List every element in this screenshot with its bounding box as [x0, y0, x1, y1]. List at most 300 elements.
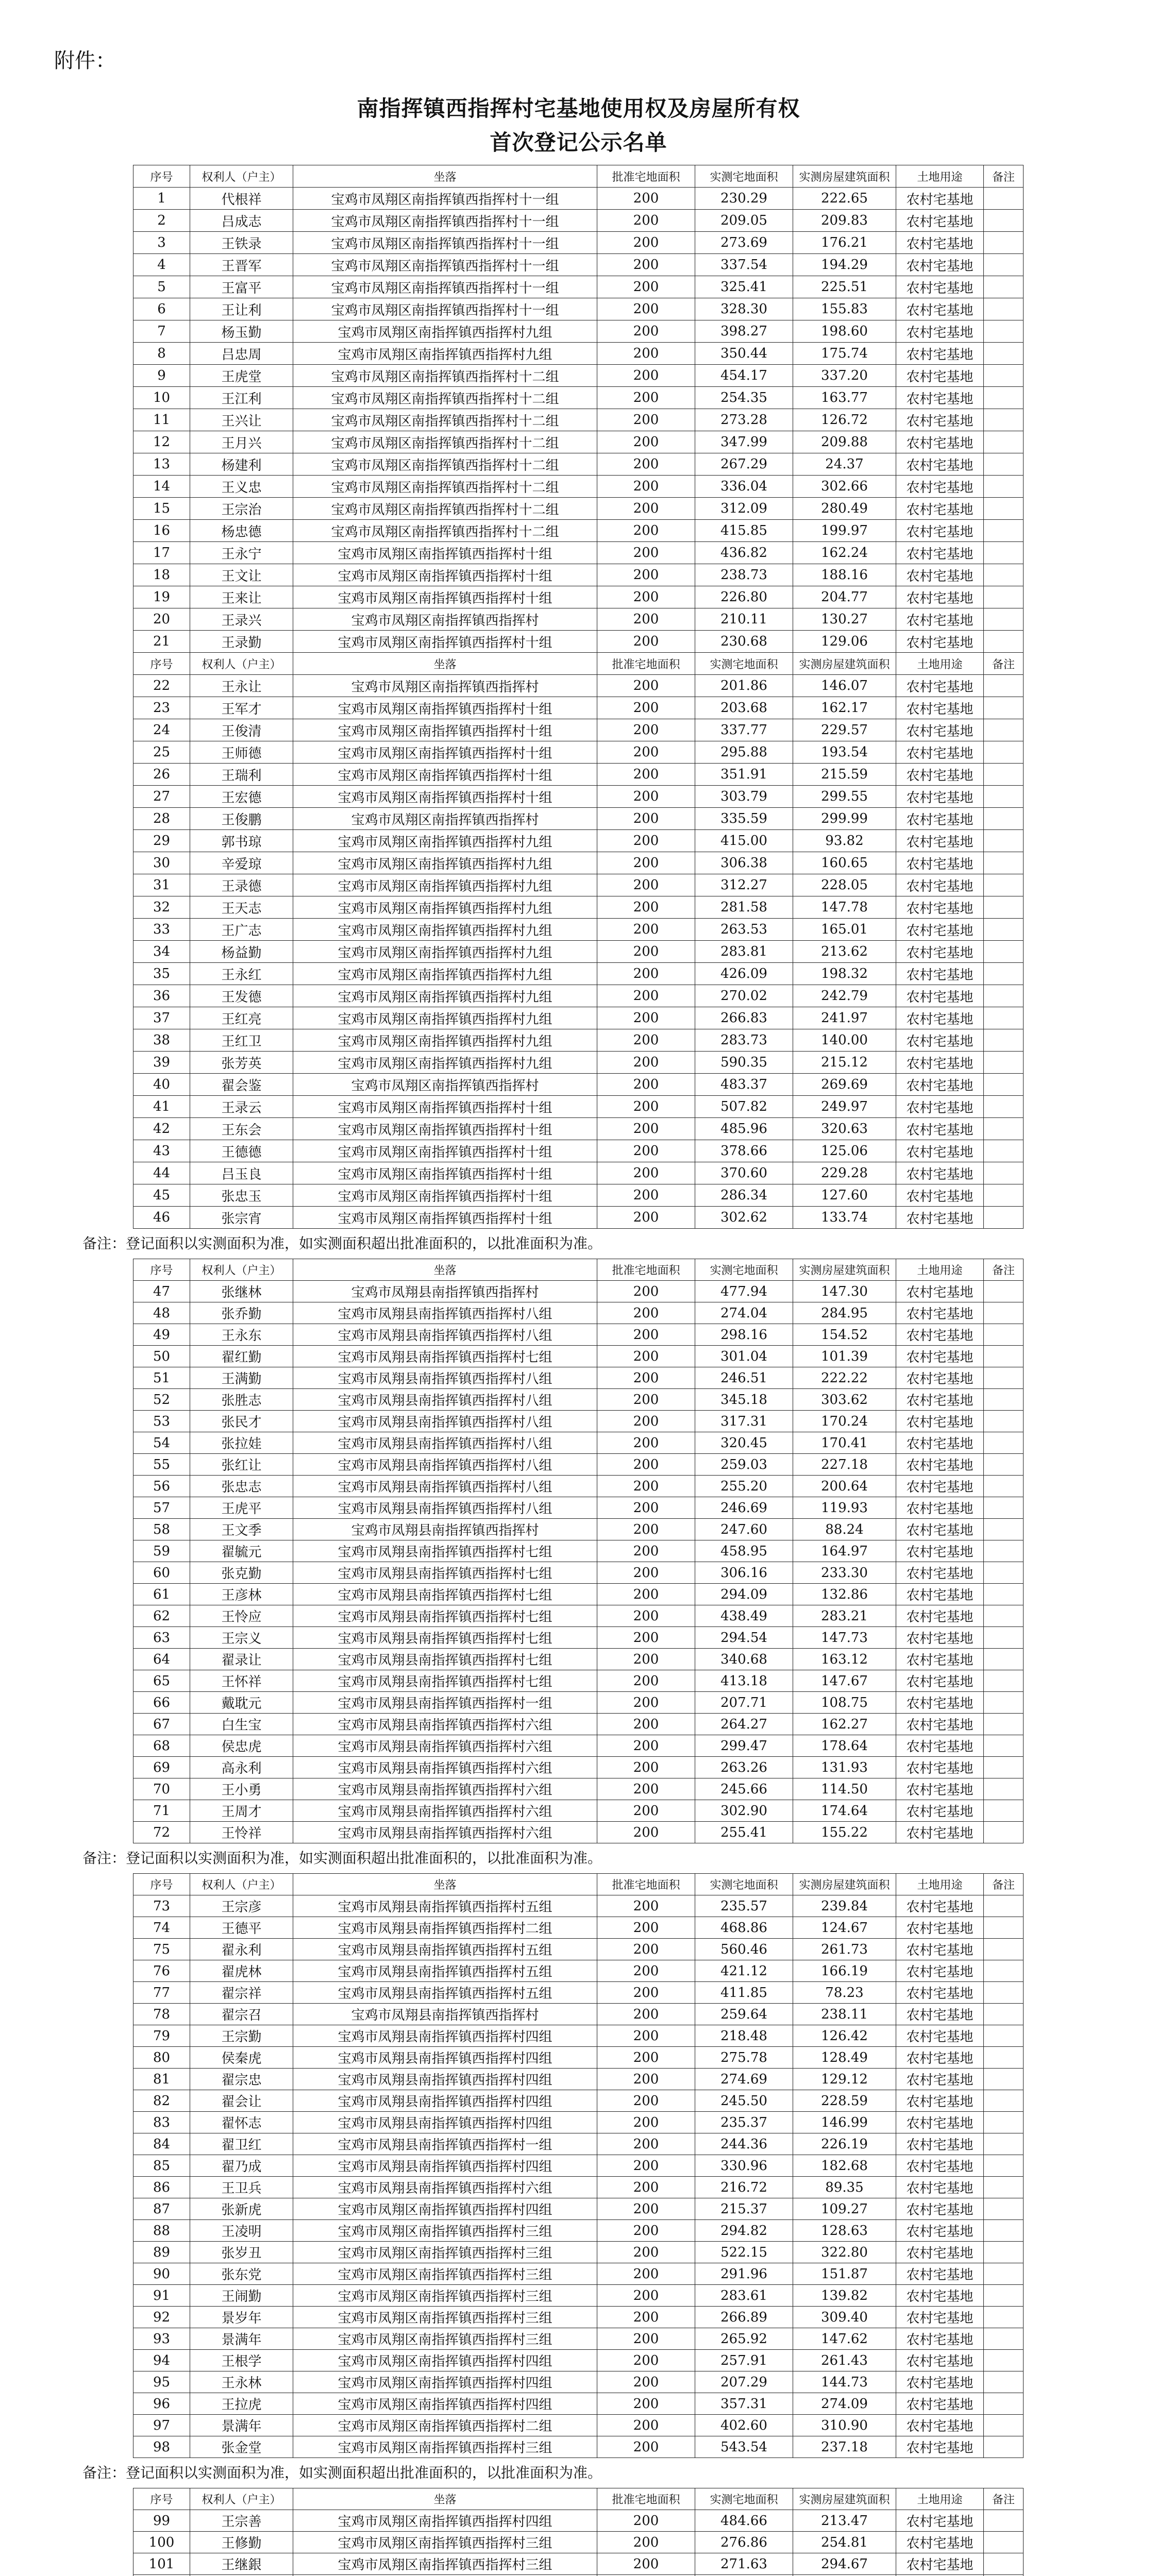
table-cell: 458.95	[695, 1540, 793, 1562]
table-cell: 王宗义	[190, 1627, 293, 1649]
table-cell	[984, 1778, 1024, 1800]
table-cell: 200	[597, 2553, 695, 2575]
table-cell: 294.54	[695, 1627, 793, 1649]
table-cell: 215.59	[793, 764, 896, 786]
table-cell: 337.77	[695, 719, 793, 741]
table-row	[133, 498, 1024, 520]
table-cell: 农村宅基地	[896, 498, 984, 520]
list-table	[133, 1259, 1024, 1843]
table-cell: 宝鸡市凤翔区南指挥镇西指挥村十组	[293, 719, 597, 741]
column-header: 批准宅地面积	[597, 1874, 695, 1895]
table-cell	[984, 786, 1024, 808]
table-cell: 王怜祥	[190, 1822, 293, 1843]
table-cell	[984, 697, 1024, 719]
table-cell	[984, 2112, 1024, 2133]
table-cell: 273.69	[695, 232, 793, 254]
table-cell: 200	[597, 1917, 695, 1939]
table-cell: 翟宗召	[190, 2004, 293, 2025]
table-cell	[984, 896, 1024, 919]
table-cell: 200	[597, 431, 695, 453]
table-cell: 147.78	[793, 896, 896, 919]
table-cell	[984, 1519, 1024, 1540]
table-cell: 233.30	[793, 1562, 896, 1584]
column-header: 实测宅地面积	[695, 1874, 793, 1895]
table-cell: 戴耽元	[190, 1692, 293, 1714]
table-cell: 108.75	[793, 1692, 896, 1714]
table-cell: 农村宅基地	[896, 941, 984, 963]
table-cell: 王根学	[190, 2350, 293, 2371]
column-header: 土地用途	[896, 1874, 984, 1895]
table-cell: 王让利	[190, 298, 293, 320]
table-cell: 83	[133, 2112, 190, 2133]
table-cell: 宝鸡市凤翔县南指挥镇西指挥村八组	[293, 1302, 597, 1324]
table-cell: 农村宅基地	[896, 1584, 984, 1605]
table-cell	[984, 520, 1024, 542]
table-cell: 王小勇	[190, 1778, 293, 1800]
table-cell: 209.88	[793, 431, 896, 453]
table-cell: 张岁丑	[190, 2242, 293, 2263]
table-cell: 283.73	[695, 1029, 793, 1052]
table-cell: 翟宗忠	[190, 2069, 293, 2090]
table-row	[133, 2510, 1024, 2532]
table-cell: 11	[133, 409, 190, 431]
table-cell: 337.54	[695, 254, 793, 276]
table-cell: 18	[133, 564, 190, 586]
table-cell	[984, 1822, 1024, 1843]
table-cell: 200	[597, 476, 695, 498]
table-row	[133, 1140, 1024, 1162]
table-cell: 200	[597, 586, 695, 608]
table-cell: 农村宅基地	[896, 564, 984, 586]
table-cell: 200	[597, 896, 695, 919]
table-cell: 宝鸡市凤翔区南指挥镇西指挥村九组	[293, 343, 597, 365]
table-cell: 200	[597, 2242, 695, 2263]
table-cell: 农村宅基地	[896, 1822, 984, 1843]
table-cell: 王天志	[190, 896, 293, 919]
table-cell: 398.27	[695, 320, 793, 343]
table-cell: 宝鸡市凤翔县南指挥镇西指挥村八组	[293, 1454, 597, 1476]
table-cell: 200	[597, 2198, 695, 2220]
table-row	[133, 852, 1024, 874]
table-cell: 274.04	[695, 1302, 793, 1324]
table-row	[133, 2242, 1024, 2263]
table-header-row	[133, 1259, 1024, 1281]
table-cell: 246.69	[695, 1497, 793, 1519]
table-cell: 农村宅基地	[896, 2112, 984, 2133]
table-cell: 163.12	[793, 1649, 896, 1670]
table-cell: 200	[597, 520, 695, 542]
table-cell: 200	[597, 1735, 695, 1757]
table-cell: 370.60	[695, 1162, 793, 1184]
table-cell: 吕忠周	[190, 343, 293, 365]
table-cell	[984, 2047, 1024, 2069]
table-cell: 454.17	[695, 365, 793, 387]
table-cell: 农村宅基地	[896, 2133, 984, 2155]
table-cell: 35	[133, 963, 190, 985]
table-cell: 155.22	[793, 1822, 896, 1843]
table-row	[133, 2263, 1024, 2285]
table-cell: 宝鸡市凤翔县南指挥镇西指挥村五组	[293, 1960, 597, 1982]
table-cell: 200	[597, 764, 695, 786]
table-cell: 303.79	[695, 786, 793, 808]
table-row	[133, 830, 1024, 852]
table-cell: 农村宅基地	[896, 387, 984, 409]
column-header: 备注	[984, 653, 1024, 675]
table-row	[133, 1007, 1024, 1029]
table-cell: 宝鸡市凤翔区南指挥镇西指挥村二组	[293, 2415, 597, 2436]
table-cell: 200	[597, 1476, 695, 1497]
table-cell	[984, 1346, 1024, 1367]
table-cell: 175.74	[793, 343, 896, 365]
table-cell: 24	[133, 719, 190, 741]
table-cell	[984, 498, 1024, 520]
table-cell: 宝鸡市凤翔区南指挥镇西指挥村九组	[293, 1052, 597, 1074]
table-cell: 200	[597, 741, 695, 764]
table-cell	[984, 631, 1024, 653]
table-cell: 62	[133, 1605, 190, 1627]
table-cell: 农村宅基地	[896, 2285, 984, 2307]
table-row	[133, 1324, 1024, 1346]
table-cell: 农村宅基地	[896, 586, 984, 608]
table-cell: 271.63	[695, 2553, 793, 2575]
table-cell: 王发德	[190, 985, 293, 1007]
table-cell: 28	[133, 808, 190, 830]
table-cell: 农村宅基地	[896, 1367, 984, 1389]
table-cell: 宝鸡市凤翔区南指挥镇西指挥村四组	[293, 2198, 597, 2220]
table-row	[133, 2198, 1024, 2220]
table-cell: 宝鸡市凤翔区南指挥镇西指挥村九组	[293, 320, 597, 343]
table-row	[133, 2328, 1024, 2350]
table-cell: 200	[597, 1627, 695, 1649]
table-cell: 82	[133, 2090, 190, 2112]
table-cell: 299.99	[793, 808, 896, 830]
table-cell	[984, 741, 1024, 764]
table-row	[133, 2090, 1024, 2112]
table-cell: 200	[597, 409, 695, 431]
table-cell	[984, 919, 1024, 941]
table-cell: 200	[597, 2371, 695, 2393]
attachment-label: 附件：	[54, 49, 116, 73]
table-cell: 45	[133, 1184, 190, 1207]
table-cell: 317.31	[695, 1411, 793, 1432]
table-cell: 高永利	[190, 1757, 293, 1778]
table-cell: 200	[597, 1118, 695, 1140]
table-cell: 宝鸡市凤翔县南指挥镇西指挥村四组	[293, 2090, 597, 2112]
table-cell: 农村宅基地	[896, 719, 984, 741]
column-header: 坐落	[293, 165, 597, 188]
table-cell: 200	[597, 232, 695, 254]
column-header: 序号	[133, 165, 190, 188]
table-cell: 翟永利	[190, 1939, 293, 1960]
table-cell: 王富平	[190, 276, 293, 298]
table-cell: 146.99	[793, 2112, 896, 2133]
table-cell: 413.18	[695, 1670, 793, 1692]
table-row	[133, 2436, 1024, 2458]
table-cell: 200	[597, 2307, 695, 2328]
table-cell: 王江利	[190, 387, 293, 409]
table-cell: 吕玉良	[190, 1162, 293, 1184]
table-cell: 农村宅基地	[896, 320, 984, 343]
table-cell: 312.09	[695, 498, 793, 520]
table-cell	[984, 2532, 1024, 2553]
table-cell	[984, 409, 1024, 431]
table-cell: 农村宅基地	[896, 2047, 984, 2069]
table-cell: 41	[133, 1096, 190, 1118]
table-cell	[984, 1800, 1024, 1822]
table-row	[133, 2285, 1024, 2307]
table-cell: 336.04	[695, 476, 793, 498]
table-cell: 139.82	[793, 2285, 896, 2307]
table-cell: 200	[597, 1140, 695, 1162]
table-cell: 农村宅基地	[896, 298, 984, 320]
table-cell: 宝鸡市凤翔县南指挥镇西指挥村八组	[293, 1497, 597, 1519]
table-cell: 宝鸡市凤翔县南指挥镇西指挥村七组	[293, 1649, 597, 1670]
table-cell: 97	[133, 2415, 190, 2436]
table-cell: 299.55	[793, 786, 896, 808]
table-row	[133, 2553, 1024, 2575]
table-cell: 农村宅基地	[896, 2436, 984, 2458]
table-cell: 200	[597, 2069, 695, 2090]
table-cell	[984, 254, 1024, 276]
table-cell: 200	[597, 542, 695, 564]
table-cell: 宝鸡市凤翔区南指挥镇西指挥村十二组	[293, 365, 597, 387]
table-row	[133, 1281, 1024, 1302]
table-cell: 131.93	[793, 1757, 896, 1778]
table-cell: 306.16	[695, 1562, 793, 1584]
table-cell	[984, 1627, 1024, 1649]
table-cell: 302.90	[695, 1800, 793, 1822]
table-cell: 200	[597, 1778, 695, 1800]
table-cell: 101.39	[793, 1346, 896, 1367]
table-cell: 200	[597, 1757, 695, 1778]
table-cell: 32	[133, 896, 190, 919]
table-cell: 66	[133, 1692, 190, 1714]
table-row	[133, 1411, 1024, 1432]
table-cell: 257.91	[695, 2350, 793, 2371]
table-cell: 438.49	[695, 1605, 793, 1627]
table-cell: 200	[597, 2177, 695, 2198]
table-cell: 225.51	[793, 276, 896, 298]
table-cell: 7	[133, 320, 190, 343]
table-cell: 130.27	[793, 608, 896, 631]
table-cell: 222.22	[793, 1367, 896, 1389]
table-cell	[984, 232, 1024, 254]
table-cell: 200	[597, 985, 695, 1007]
table-cell: 215.37	[695, 2198, 793, 2220]
table-cell	[984, 2220, 1024, 2242]
table-cell: 宝鸡市凤翔区南指挥镇西指挥村十组	[293, 631, 597, 653]
table-cell: 农村宅基地	[896, 1497, 984, 1519]
table-cell: 47	[133, 1281, 190, 1302]
table-cell: 宝鸡市凤翔区南指挥镇西指挥村十二组	[293, 431, 597, 453]
table-cell	[984, 852, 1024, 874]
table-cell	[984, 1118, 1024, 1140]
table-cell: 44	[133, 1162, 190, 1184]
table-cell: 162.17	[793, 697, 896, 719]
table-cell: 农村宅基地	[896, 786, 984, 808]
table-cell: 宝鸡市凤翔县南指挥镇西指挥村六组	[293, 1714, 597, 1735]
table-cell: 王红卫	[190, 1029, 293, 1052]
table-cell: 农村宅基地	[896, 1670, 984, 1692]
table-cell: 335.59	[695, 808, 793, 830]
table-row	[133, 2047, 1024, 2069]
table-cell: 357.31	[695, 2393, 793, 2415]
table-cell: 306.38	[695, 852, 793, 874]
table-row	[133, 1207, 1024, 1229]
table-cell: 宝鸡市凤翔区南指挥镇西指挥村十二组	[293, 409, 597, 431]
table-cell: 王宗彦	[190, 1895, 293, 1917]
table-cell: 421.12	[695, 1960, 793, 1982]
table-cell: 宝鸡市凤翔县南指挥镇西指挥村	[293, 1519, 597, 1540]
table-cell: 宝鸡市凤翔县南指挥镇西指挥村二组	[293, 1917, 597, 1939]
table-cell: 宝鸡市凤翔区南指挥镇西指挥村三组	[293, 2436, 597, 2458]
column-header: 实测房屋建筑面积	[793, 1874, 896, 1895]
table-cell	[984, 2415, 1024, 2436]
table-cell: 200	[597, 564, 695, 586]
table-cell: 张红让	[190, 1454, 293, 1476]
table-cell: 295.88	[695, 741, 793, 764]
table-cell: 农村宅基地	[896, 276, 984, 298]
table-cell: 农村宅基地	[896, 963, 984, 985]
table-cell: 215.12	[793, 1052, 896, 1074]
table-cell: 王兴让	[190, 409, 293, 431]
table-cell	[984, 2242, 1024, 2263]
table-cell: 200	[597, 874, 695, 896]
table-cell: 350.44	[695, 343, 793, 365]
table-cell: 200	[597, 1605, 695, 1627]
table-cell: 200	[597, 1302, 695, 1324]
table-cell: 228.05	[793, 874, 896, 896]
table-cell: 王怜应	[190, 1605, 293, 1627]
table-cell: 王宏德	[190, 786, 293, 808]
table-cell: 农村宅基地	[896, 675, 984, 697]
table-cell: 485.96	[695, 1118, 793, 1140]
table-cell: 宝鸡市凤翔县南指挥镇西指挥村一组	[293, 1692, 597, 1714]
table-cell: 178.64	[793, 1735, 896, 1757]
table-row	[133, 1735, 1024, 1757]
table-cell: 宝鸡市凤翔区南指挥镇西指挥村	[293, 675, 597, 697]
table-cell: 200	[597, 343, 695, 365]
table-cell: 农村宅基地	[896, 608, 984, 631]
table-cell: 辛爱琼	[190, 852, 293, 874]
column-header: 备注	[984, 165, 1024, 188]
table-cell: 132.86	[793, 1584, 896, 1605]
table-cell	[984, 2371, 1024, 2393]
table-cell: 72	[133, 1822, 190, 1843]
table-cell: 宝鸡市凤翔区南指挥镇西指挥村十组	[293, 1162, 597, 1184]
table-cell: 农村宅基地	[896, 453, 984, 476]
table-cell: 张胜志	[190, 1389, 293, 1411]
table-cell: 283.21	[793, 1605, 896, 1627]
table-cell	[984, 1029, 1024, 1052]
table-cell: 王虎平	[190, 1497, 293, 1519]
table-row	[133, 232, 1024, 254]
table-cell: 194.29	[793, 254, 896, 276]
table-cell: 宝鸡市凤翔区南指挥镇西指挥村	[293, 608, 597, 631]
column-header: 权利人（户主）	[190, 2488, 293, 2510]
table-cell: 农村宅基地	[896, 919, 984, 941]
table-cell	[984, 1735, 1024, 1757]
table-cell: 230.68	[695, 631, 793, 653]
table-cell: 347.99	[695, 431, 793, 453]
table-cell: 王录勤	[190, 631, 293, 653]
table-cell: 46	[133, 1207, 190, 1229]
table-cell: 农村宅基地	[896, 852, 984, 874]
table-cell: 农村宅基地	[896, 1735, 984, 1757]
table-cell: 127.60	[793, 1184, 896, 1207]
table-row	[133, 1939, 1024, 1960]
table-cell: 228.59	[793, 2090, 896, 2112]
table-cell	[984, 586, 1024, 608]
table-cell: 147.67	[793, 1670, 896, 1692]
table-cell: 农村宅基地	[896, 2090, 984, 2112]
table-row	[133, 1074, 1024, 1096]
list-table	[133, 165, 1024, 1229]
table-cell: 宝鸡市凤翔县南指挥镇西指挥村八组	[293, 1411, 597, 1432]
table-cell: 张东党	[190, 2263, 293, 2285]
table-cell: 宝鸡市凤翔区南指挥镇西指挥村三组	[293, 2285, 597, 2307]
table-cell: 农村宅基地	[896, 1118, 984, 1140]
table-cell: 王卫兵	[190, 2177, 293, 2198]
table-cell: 200	[597, 210, 695, 232]
table-cell: 310.90	[793, 2415, 896, 2436]
table-cell: 宝鸡市凤翔区南指挥镇西指挥村三组	[293, 2263, 597, 2285]
table-cell: 560.46	[695, 1939, 793, 1960]
table-cell: 264.27	[695, 1714, 793, 1735]
table-cell: 王俊清	[190, 719, 293, 741]
table-cell: 翟会鉴	[190, 1074, 293, 1096]
table-cell: 王录云	[190, 1096, 293, 1118]
table-cell: 188.16	[793, 564, 896, 586]
table-cell	[984, 1982, 1024, 2004]
table-cell: 200	[597, 2285, 695, 2307]
table-cell: 宝鸡市凤翔县南指挥镇西指挥村五组	[293, 1982, 597, 2004]
table-row	[133, 254, 1024, 276]
table-cell: 174.64	[793, 1800, 896, 1822]
table-cell: 302.66	[793, 476, 896, 498]
table-cell: 宝鸡市凤翔县南指挥镇西指挥村四组	[293, 2069, 597, 2090]
table-cell: 85	[133, 2155, 190, 2177]
table-cell: 王继銀	[190, 2553, 293, 2575]
table-cell: 200	[597, 919, 695, 941]
table-cell: 14	[133, 476, 190, 498]
table-cell: 241.97	[793, 1007, 896, 1029]
table-cell: 244.36	[695, 2133, 793, 2155]
table-cell: 200	[597, 1562, 695, 1584]
table-cell: 34	[133, 941, 190, 963]
table-row	[133, 608, 1024, 631]
table-cell: 农村宅基地	[896, 1476, 984, 1497]
table-row	[133, 896, 1024, 919]
table-cell: 30	[133, 852, 190, 874]
table-row	[133, 1562, 1024, 1584]
table-cell: 23	[133, 697, 190, 719]
table-cell: 农村宅基地	[896, 254, 984, 276]
table-cell: 王来让	[190, 586, 293, 608]
table-cell: 200	[597, 1670, 695, 1692]
table-cell: 200	[597, 1184, 695, 1207]
column-header: 坐落	[293, 1259, 597, 1281]
table-cell: 200	[597, 2350, 695, 2371]
table-cell: 王永让	[190, 675, 293, 697]
column-header: 序号	[133, 1874, 190, 1895]
table-cell: 209.83	[793, 210, 896, 232]
table-cell	[984, 608, 1024, 631]
table-row	[133, 2025, 1024, 2047]
table-cell: 200	[597, 298, 695, 320]
table-cell: 227.18	[793, 1454, 896, 1476]
table-cell: 农村宅基地	[896, 1411, 984, 1432]
